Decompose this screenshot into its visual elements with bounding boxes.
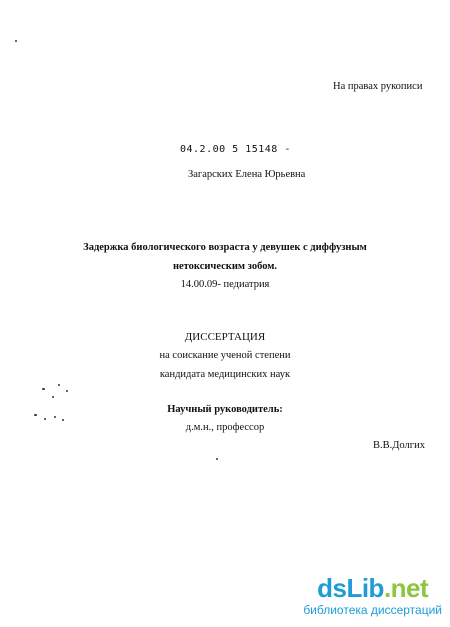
scan-speck xyxy=(58,384,60,386)
scan-speck xyxy=(54,416,56,418)
watermark-subtitle: библиотека диссертаций xyxy=(303,603,442,617)
scan-speck xyxy=(44,418,46,420)
scan-speck xyxy=(62,419,64,421)
registry-number: 04.2.00 5 15148 - xyxy=(180,144,291,155)
degree-purpose-line1: на соискание ученой степени xyxy=(159,350,291,361)
supervisor-name: В.В.Долгих xyxy=(373,440,425,451)
scan-speck xyxy=(66,390,68,392)
supervisor-heading: Научный руководитель: xyxy=(167,404,283,415)
dissertation-title-line2: нетоксическим зобом. xyxy=(172,261,278,272)
specialty-code: 14.00.09- педиатрия xyxy=(180,279,270,290)
scan-speck xyxy=(42,388,45,390)
dissertation-heading: ДИССЕРТАЦИЯ xyxy=(184,331,266,343)
scan-speck xyxy=(52,396,54,398)
watermark-logo-main: dsLib xyxy=(317,573,384,603)
site-watermark xyxy=(303,575,442,617)
degree-purpose-line2: кандидата медицинских наук xyxy=(159,369,291,380)
author-name: Загарских Елена Юрьевна xyxy=(188,169,306,180)
supervisor-degree: д.м.н., профессор xyxy=(185,422,265,433)
dissertation-title-line1: Задержка биологического возраста у девушек с диффузным xyxy=(83,242,367,253)
scan-speck xyxy=(15,40,17,42)
watermark-logo xyxy=(303,575,442,601)
manuscript-rights-note: На правах рукописи xyxy=(333,81,423,92)
watermark-logo-suffix: .net xyxy=(383,573,429,603)
scan-speck xyxy=(216,458,218,460)
